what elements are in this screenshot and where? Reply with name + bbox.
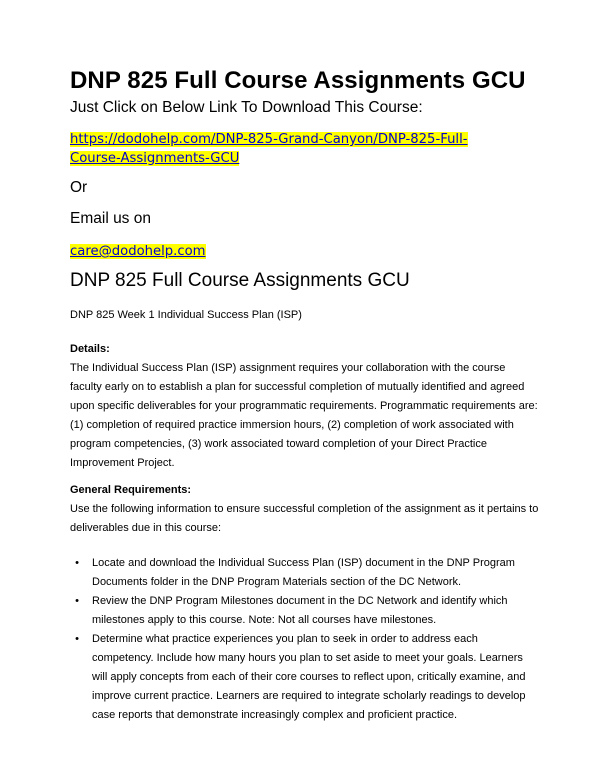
- list-item-text: Review the DNP Program Milestones document in the DC Network and identify which milestones apply to this course. Note: Not all courses have milestones.: [92, 595, 508, 626]
- email-link[interactable]: care@dodohelp.com: [70, 244, 206, 259]
- bullet-icon: •: [75, 633, 79, 645]
- general-requirements-paragraph: Use the following information to ensure successful completion of the assignment as it pertains to deliverables due in this course:: [70, 503, 539, 534]
- section-title: DNP 825 Full Course Assignments GCU: [70, 270, 410, 291]
- email-label: Email us on: [70, 210, 151, 227]
- general-requirements-label: General Requirements:: [70, 484, 192, 496]
- document-content: [70, 66, 540, 725]
- or-text: Or: [70, 179, 88, 196]
- email-link-block: [70, 242, 540, 261]
- download-link[interactable]: https://dodohelp.com/DNP-825-Grand-Canyon/DNP-825-Full-Course-Assignments-GCU: [70, 132, 468, 166]
- list-item: [70, 592, 540, 630]
- week-heading: DNP 825 Week 1 Individual Success Plan (ISP): [70, 309, 302, 321]
- bullet-icon: •: [75, 595, 79, 607]
- details-paragraph: The Individual Success Plan (ISP) assignment requires your collaboration with the course faculty early on to establish a plan for successful completion of mutually identified and agreed upon specific deliverables for your programmatic requirements. Programmatic requirements are: (1) completion of required practice immersion hours, (2) completion of work associated with program competencies, (3) work associated toward completion of your Direct Practice Improvement Project.: [70, 362, 538, 469]
- download-link-block: [70, 130, 490, 168]
- list-item-text: Determine what practice experiences you plan to seek in order to address each competency. Include how many hours you plan to set aside to meet your goals. Learners will apply concepts from each of their core courses to reflect upon, critically examine, and improve current practice. Learners are required to integrate scholarly readings to develop case reports that demonstrate increasingly complex and proficient practice.: [92, 633, 526, 721]
- list-item-text: Locate and download the Individual Success Plan (ISP) document in the DNP Program Documents folder in the DNP Program Materials section of the DC Network.: [92, 557, 515, 588]
- details-label: Details:: [70, 343, 110, 355]
- bullet-icon: •: [75, 557, 79, 569]
- list-item: [70, 554, 540, 592]
- requirements-list: [70, 554, 540, 725]
- list-item: [70, 630, 540, 725]
- page-title: DNP 825 Full Course Assignments GCU: [70, 67, 526, 94]
- download-instruction: Just Click on Below Link To Download This Course:: [70, 99, 423, 116]
